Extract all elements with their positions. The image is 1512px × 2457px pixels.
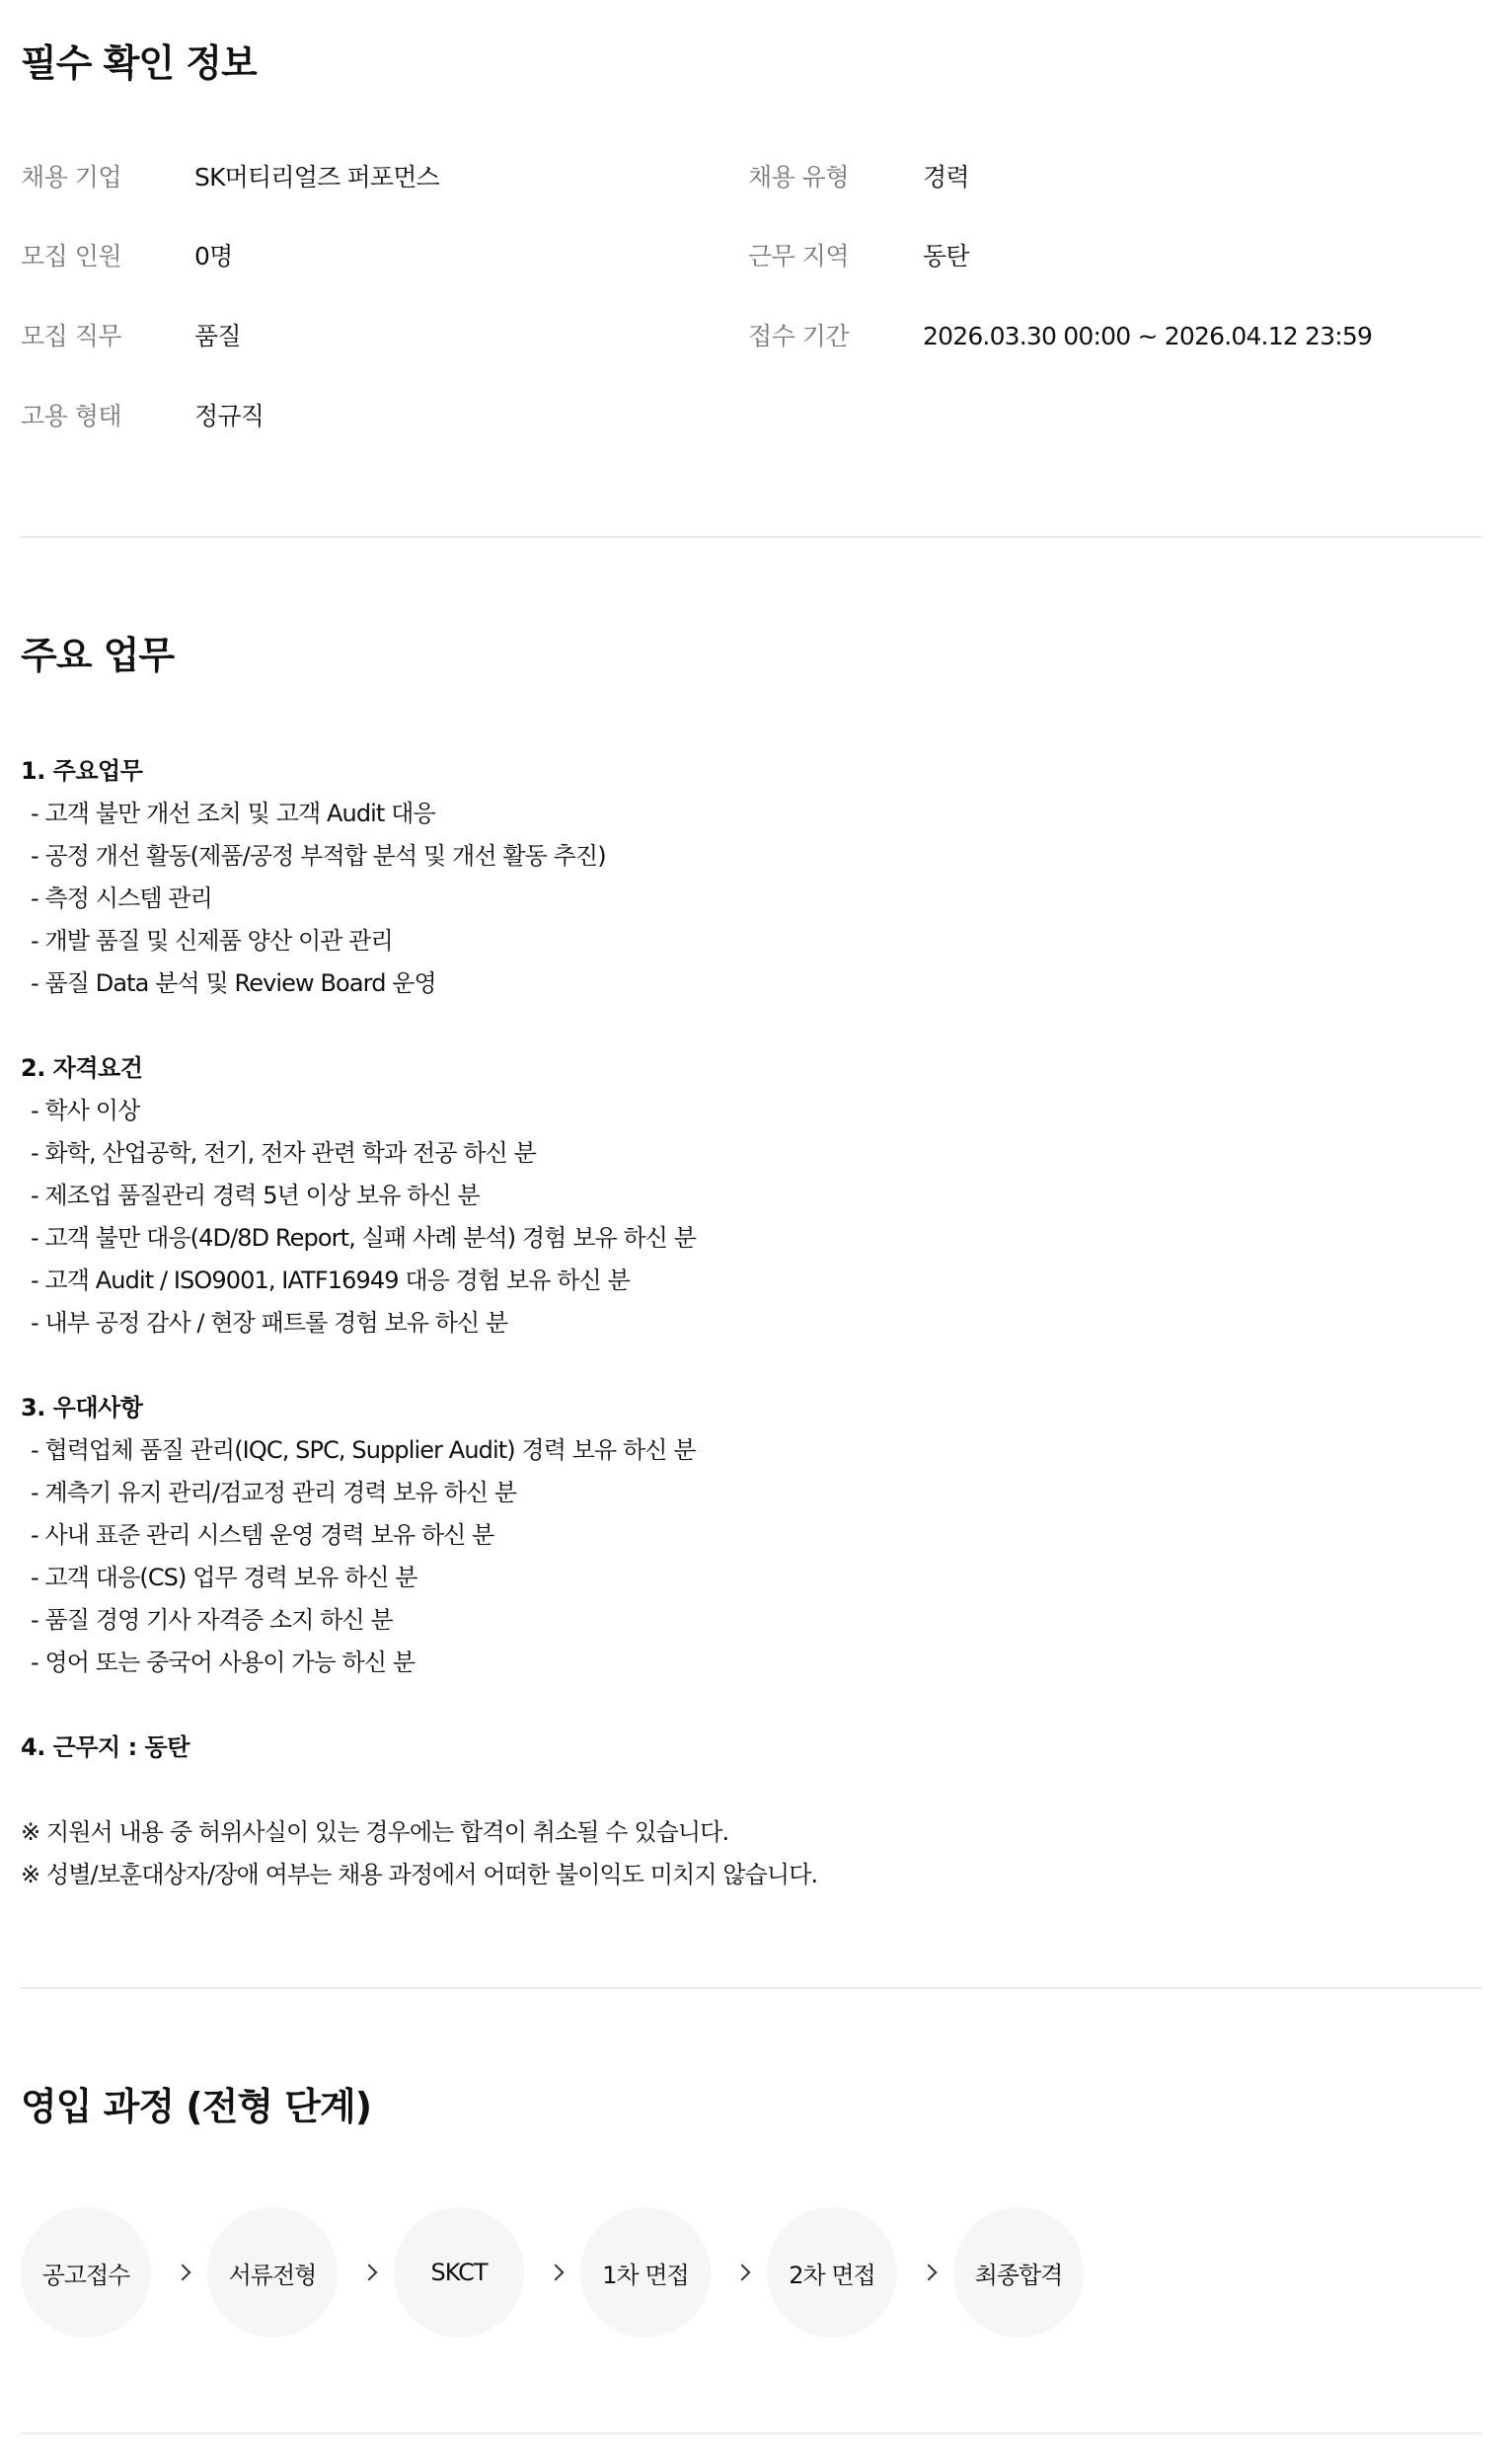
duty-item: - 사내 표준 관리 시스템 운영 경력 보유 하신 분 xyxy=(31,1521,494,1549)
duty-item: - 고객 대응(CS) 업무 경력 보유 하신 분 xyxy=(31,1564,417,1591)
info-value-employment-type: 정규직 xyxy=(194,402,265,430)
duty-item: - 고객 Audit / ISO9001, IATF16949 대응 경험 보유 하신 분 xyxy=(31,1267,630,1294)
duty-heading: 4. 근무지 : 동탄 xyxy=(21,1733,189,1761)
chevron-right-icon xyxy=(356,2258,386,2287)
info-label-company: 채용 기업 xyxy=(21,163,122,192)
main-duties-content xyxy=(21,750,1402,1896)
info-value-headcount: 0명 xyxy=(194,242,233,270)
spacer xyxy=(21,1684,1402,1727)
duty-item: - 내부 공정 감사 / 현장 패트롤 경험 보유 하신 분 xyxy=(31,1309,508,1337)
spacer xyxy=(21,1769,1402,1811)
step-final-pass: 최종합격 xyxy=(953,2207,1084,2338)
spacer xyxy=(21,1344,1402,1387)
section-divider xyxy=(21,536,1481,538)
duty-item: - 품질 경영 기사 자격증 소지 하신 분 xyxy=(31,1606,393,1634)
step-document-review: 서류전형 xyxy=(207,2207,338,2338)
duty-heading: 2. 자격요건 xyxy=(21,1054,143,1082)
duty-item: - 고객 불만 개선 조치 및 고객 Audit 대응 xyxy=(31,800,435,827)
duty-heading: 3. 우대사항 xyxy=(21,1394,143,1421)
duty-item: - 측정 시스템 관리 xyxy=(31,884,212,912)
hiring-process-title: 영입 과정 (전형 단계) xyxy=(21,2085,372,2128)
info-value-job: 품질 xyxy=(194,322,241,350)
duty-item: - 협력업체 품질 관리(IQC, SPC, Supplier Audit) 경력 보유 하신 분 xyxy=(31,1436,696,1464)
duty-item: - 영어 또는 중국어 사용이 가능 하신 분 xyxy=(31,1649,416,1676)
duty-item: - 개발 품질 및 신제품 양산 이관 관리 xyxy=(31,927,393,955)
step-second-interview: 2차 면접 xyxy=(767,2207,897,2338)
chevron-right-icon xyxy=(729,2258,759,2287)
info-label-headcount: 모집 인원 xyxy=(21,242,122,270)
disclaimer-note: ※ 지원서 내용 중 허위사실이 있는 경우에는 합격이 취소될 수 있습니다. xyxy=(21,1818,729,1846)
info-value-hiring-type: 경력 xyxy=(923,163,969,192)
duty-item: - 제조업 품질관리 경력 5년 이상 보유 하신 분 xyxy=(31,1182,480,1209)
duty-item: - 품질 Data 분석 및 Review Board 운영 xyxy=(31,969,436,997)
main-duties-title: 주요 업무 xyxy=(21,634,175,677)
section-divider xyxy=(21,2432,1481,2434)
step-apply: 공고접수 xyxy=(21,2207,151,2338)
step-first-interview: 1차 면접 xyxy=(580,2207,711,2338)
hiring-steps xyxy=(21,2207,1205,2338)
duty-item: - 계측기 유지 관리/검교정 관리 경력 보유 하신 분 xyxy=(31,1479,517,1506)
duty-heading: 1. 주요업무 xyxy=(21,757,143,785)
duty-item: - 화학, 산업공학, 전기, 전자 관련 학과 전공 하신 분 xyxy=(31,1139,536,1167)
info-value-period: 2026.03.30 00:00 ~ 2026.04.12 23:59 xyxy=(923,322,1373,350)
duty-item: - 고객 불만 대응(4D/8D Report, 실패 사례 분석) 경험 보유 하신 분 xyxy=(31,1224,697,1252)
chevron-right-icon xyxy=(170,2258,199,2287)
disclaimer-note: ※ 성별/보훈대상자/장애 여부는 채용 과정에서 어떠한 불이익도 미치지 않습니다. xyxy=(21,1861,818,1888)
chevron-right-icon xyxy=(916,2258,945,2287)
info-label-location: 근무 지역 xyxy=(748,242,850,270)
info-label-employment-type: 고용 형태 xyxy=(21,402,122,430)
step-skct: SKCT xyxy=(394,2207,524,2338)
duty-item: - 공정 개선 활동(제품/공정 부적합 분석 및 개선 활동 추진) xyxy=(31,842,606,870)
spacer xyxy=(21,1005,1402,1047)
info-label-hiring-type: 채용 유형 xyxy=(748,163,850,192)
info-label-job: 모집 직무 xyxy=(21,322,122,350)
info-value-location: 동탄 xyxy=(923,242,969,270)
required-info-title: 필수 확인 정보 xyxy=(21,41,257,85)
info-label-period: 접수 기간 xyxy=(748,322,850,350)
duty-item: - 학사 이상 xyxy=(31,1097,140,1124)
section-divider xyxy=(21,1987,1481,1989)
info-value-company: SK머티리얼즈 퍼포먼스 xyxy=(194,163,439,192)
chevron-right-icon xyxy=(543,2258,572,2287)
